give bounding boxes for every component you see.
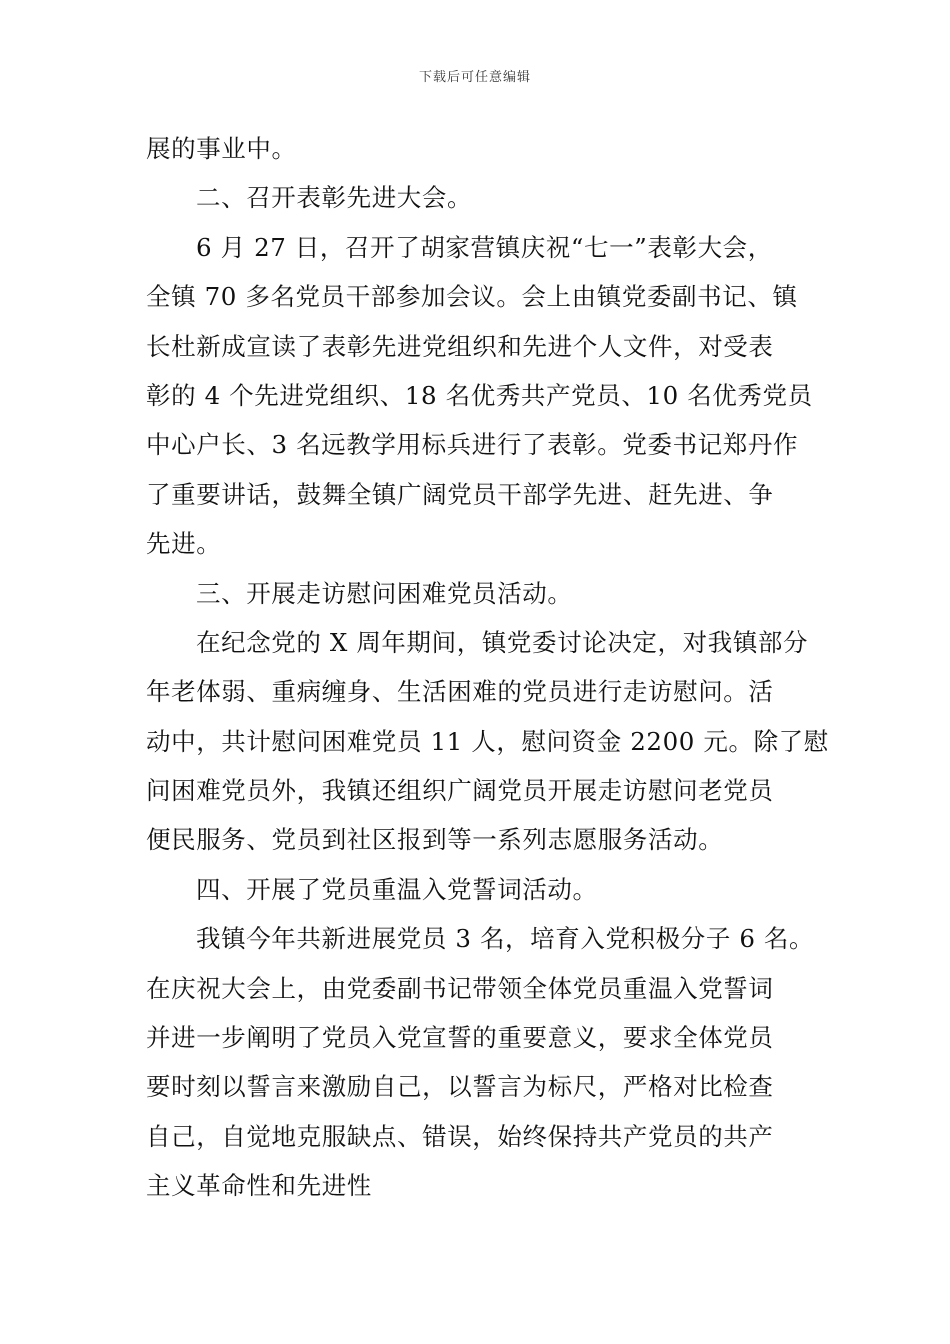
text-line: 了重要讲话，鼓舞全镇广阔党员干部学先进、赶先进、争	[146, 479, 774, 509]
section-heading: 二、召开表彰先进大会。	[196, 183, 473, 213]
text-line: 自己，自觉地克服缺点、错误，始终保持共产党员的共产	[146, 1121, 774, 1151]
text-line: 便民服务、党员到社区报到等一系列志愿服务活动。	[146, 825, 724, 855]
text-line: 长杜新成宣读了表彰先进党组织和先进个人文件，对受表	[146, 331, 774, 361]
text-line: 动中，共计慰问困难党员 11 人，慰问资金 2200 元。除了慰	[146, 726, 829, 756]
text-line: 彰的 4 个先进党组织、18 名优秀共产党员、10 名优秀党员	[146, 380, 813, 410]
text-line: 展的事业中。	[146, 134, 297, 163]
document-body	[146, 124, 829, 1211]
text-line: 主义革命性和先进性	[146, 1171, 372, 1201]
text-line: 中心户长、3 名远教学用标兵进行了表彰。党委书记郑丹作	[146, 430, 799, 460]
section-heading: 三、开展走访慰问困难党员活动。	[196, 578, 573, 608]
text-line: 我镇今年共新进展党员 3 名，培育入党积极分子 6 名。	[196, 924, 815, 954]
text-line: 全镇 70 多名党员干部参加会议。会上由镇党委副书记、镇	[146, 282, 798, 312]
text-line: 问困难党员外，我镇还组织广阔党员开展走访慰问老党员	[146, 776, 774, 806]
section-heading: 四、开展了党员重温入党誓词活动。	[196, 874, 598, 904]
text-line: 在纪念党的 X 周年期间，镇党委讨论决定，对我镇部分	[196, 627, 809, 657]
text-line: 要时刻以誓言来激励自己，以誓言为标尺，严格对比检查	[146, 1072, 774, 1102]
text-line: 先进。	[146, 529, 222, 559]
text-line: 在庆祝大会上，由党委副书记带领全体党员重温入党誓词	[146, 973, 774, 1003]
text-line: 6 月 27 日，召开了胡家营镇庆祝“七一”表彰大会，	[196, 232, 773, 262]
page-header-note: 下载后可任意编辑	[418, 70, 531, 85]
text-line: 年老体弱、重病缠身、生活困难的党员进行走访慰问。活	[146, 677, 774, 707]
text-line: 并进一步阐明了党员入党宣誓的重要意义，要求全体党员	[146, 1023, 774, 1053]
